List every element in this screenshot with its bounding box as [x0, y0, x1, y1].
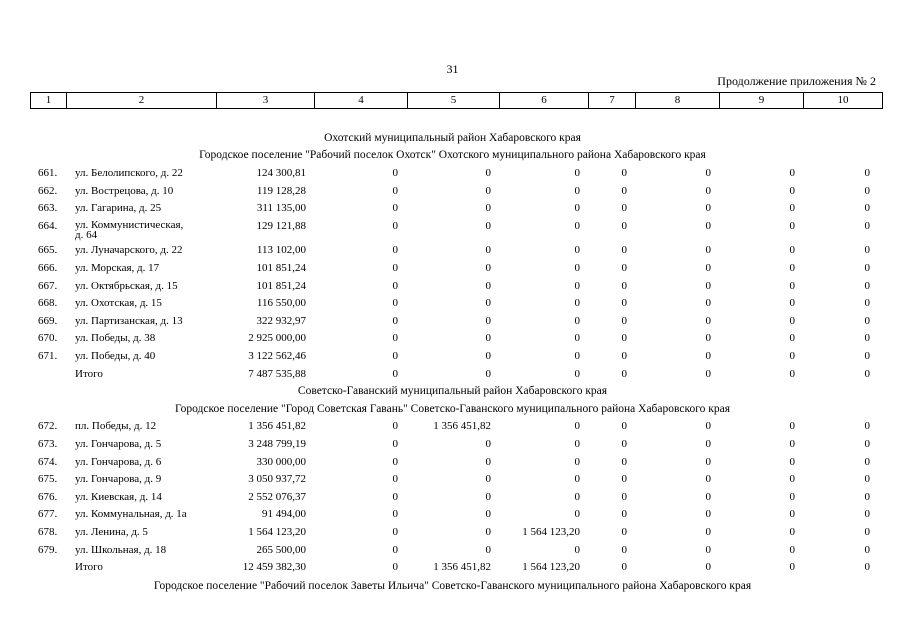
cell-num: 674. — [38, 455, 58, 468]
cell-total: 129 121,88 — [256, 219, 306, 232]
cell-c10: 0 — [864, 244, 870, 257]
table-row — [0, 508, 905, 525]
cell-c10: 0 — [864, 525, 870, 538]
cell-addr: ул. Гагарина, д. 25 — [75, 202, 162, 215]
cell-num: 668. — [38, 297, 58, 310]
cell-addr: ул. Коммунальная, д. 1а — [75, 508, 187, 521]
cell-addr: ул. Коммунистическая, — [75, 218, 184, 231]
table-row — [0, 244, 905, 261]
cell-c7: 0 — [621, 167, 627, 180]
cell-c9: 0 — [789, 219, 795, 232]
column-header: 1 — [31, 93, 67, 109]
table-row — [0, 167, 905, 184]
cell-c10: 0 — [864, 455, 870, 468]
cell-num: 666. — [38, 262, 58, 274]
table-row — [0, 202, 905, 219]
cell-total: 101 851,24 — [256, 262, 306, 274]
cell-total: 330 000,00 — [256, 455, 306, 468]
cell-addr: ул. Победы, д. 38 — [75, 332, 156, 345]
cell-c10: 0 — [864, 437, 870, 450]
cell-c4: 0 — [392, 297, 398, 310]
cell-c10: 0 — [864, 490, 870, 503]
cell-c8: 0 — [705, 262, 711, 274]
cell-c4: 0 — [392, 473, 398, 486]
table-row — [0, 280, 905, 297]
cell-c8: 0 — [705, 420, 711, 433]
cell-c9: 0 — [789, 490, 795, 503]
column-header: 10 — [804, 93, 883, 109]
column-header: 8 — [636, 93, 720, 109]
cell-num: 661. — [38, 167, 58, 180]
cell-c4: 0 — [392, 508, 398, 521]
cell-num: 671. — [38, 350, 58, 362]
column-header: 2 — [67, 93, 217, 109]
column-header: 5 — [408, 93, 500, 109]
cell-c5: 0 — [485, 279, 491, 292]
cell-c4: 0 — [392, 455, 398, 468]
table-row — [0, 544, 905, 561]
cell-c5: 0 — [485, 437, 491, 450]
cell-c6: 0 — [574, 490, 580, 503]
cell-c6: 0 — [574, 508, 580, 521]
cell-c4: 0 — [392, 314, 398, 327]
cell-c7: 0 — [621, 314, 627, 327]
cell-c9: 0 — [789, 473, 795, 486]
table-row — [0, 350, 905, 367]
cell-num: 662. — [38, 184, 58, 197]
cell-addr: ул. Победы, д. 40 — [75, 350, 156, 362]
cell-c5: 0 — [485, 525, 491, 538]
cell-c5: 0 — [485, 202, 491, 215]
cell-c8: 0 — [705, 279, 711, 292]
cell-c10: 0 — [864, 184, 870, 197]
cell-c9: 0 — [789, 314, 795, 327]
cell-c9: 0 — [789, 350, 795, 362]
cell-total: 119 128,28 — [256, 184, 306, 197]
cell-c10: 0 — [864, 350, 870, 362]
cell-c8: 0 — [705, 508, 711, 521]
cell-c6: 0 — [574, 244, 580, 257]
cell-c7: 0 — [621, 543, 627, 556]
cell-c9: 0 — [789, 332, 795, 345]
table-row — [0, 332, 905, 349]
cell-c9: 0 — [789, 561, 795, 574]
cell-total: 12 459 382,30 — [242, 561, 306, 574]
cell-c4: 0 — [392, 350, 398, 362]
cell-addr: ул. Гончарова, д. 6 — [75, 455, 162, 468]
cell-c8: 0 — [705, 202, 711, 215]
cell-c5: 0 — [485, 473, 491, 486]
column-header-table — [30, 92, 883, 109]
cell-c8: 0 — [705, 297, 711, 310]
cell-c4: 0 — [392, 367, 398, 380]
table-row — [0, 315, 905, 332]
cell-c4: 0 — [392, 420, 398, 433]
cell-c7: 0 — [621, 490, 627, 503]
cell-num: 679. — [38, 543, 58, 556]
cell-c9: 0 — [789, 367, 795, 380]
cell-c8: 0 — [705, 184, 711, 197]
cell-c5: 0 — [485, 244, 491, 257]
cell-c4: 0 — [392, 244, 398, 257]
cell-c4: 0 — [392, 490, 398, 503]
cell-c8: 0 — [705, 167, 711, 180]
cell-c10: 0 — [864, 314, 870, 327]
table-row — [0, 218, 905, 241]
table-row — [0, 526, 905, 543]
cell-c6: 0 — [574, 184, 580, 197]
cell-c10: 0 — [864, 262, 870, 274]
cell-c5: 0 — [485, 297, 491, 310]
cell-c4: 0 — [392, 437, 398, 450]
section-subtitle: Городское поселение "Город Советская Гавань" Советско-Гаванского муниципального района Хабаровского края — [174, 402, 731, 415]
cell-c8: 0 — [705, 543, 711, 556]
cell-c8: 0 — [705, 219, 711, 232]
cell-c5: 0 — [485, 167, 491, 180]
section-title: Охотский муниципальный район Хабаровского края — [324, 132, 581, 144]
cell-c5: 0 — [485, 332, 491, 345]
cell-total: 3 050 937,72 — [248, 473, 306, 486]
cell-c7: 0 — [621, 561, 627, 574]
cell-c8: 0 — [705, 561, 711, 574]
table-row — [0, 297, 905, 314]
cell-c4: 0 — [392, 543, 398, 556]
cell-c7: 0 — [621, 508, 627, 521]
cell-c9: 0 — [789, 262, 795, 274]
cell-addr: ул. Школьная, д. 18 — [75, 543, 167, 556]
cell-c4: 0 — [392, 184, 398, 197]
cell-c10: 0 — [864, 167, 870, 180]
cell-c7: 0 — [621, 350, 627, 362]
cell-c6: 0 — [574, 437, 580, 450]
cell-c5: 0 — [485, 367, 491, 380]
cell-c5: 0 — [485, 543, 491, 556]
cell-c6: 0 — [574, 262, 580, 274]
cell-c5: 0 — [485, 455, 491, 468]
cell-c7: 0 — [621, 420, 627, 433]
cell-c8: 0 — [705, 455, 711, 468]
cell-c5: 0 — [485, 219, 491, 232]
cell-c6: 0 — [574, 350, 580, 362]
cell-num: 678. — [38, 525, 58, 538]
cell-addr: ул. Охотская, д. 15 — [75, 297, 162, 310]
cell-c8: 0 — [705, 244, 711, 257]
table-row — [0, 473, 905, 490]
cell-c8: 0 — [705, 525, 711, 538]
cell-c6: 1 564 123,20 — [522, 525, 580, 538]
table-row — [0, 456, 905, 473]
cell-c9: 0 — [789, 437, 795, 450]
cell-c7: 0 — [621, 279, 627, 292]
cell-num: 665. — [38, 244, 58, 257]
cell-addr: пл. Победы, д. 12 — [75, 420, 157, 433]
cell-c6: 0 — [574, 314, 580, 327]
footer-subtitle: Городское поселение "Рабочий поселок Заветы Ильича" Советско-Гаванского муниципального района Хабаровского края — [153, 579, 752, 592]
cell-total: 91 494,00 — [262, 508, 306, 521]
cell-addr: ул. Морская, д. 17 — [75, 262, 160, 274]
cell-total: 311 135,00 — [256, 202, 306, 215]
cell-total: 2 552 076,37 — [248, 490, 306, 503]
cell-total: 265 500,00 — [256, 543, 306, 556]
cell-c10: 0 — [864, 543, 870, 556]
cell-total: 7 487 535,88 — [248, 367, 306, 380]
cell-c6: 0 — [574, 543, 580, 556]
continuation-label: Продолжение приложения № 2 — [717, 74, 876, 88]
total-row — [0, 561, 905, 578]
cell-c7: 0 — [621, 297, 627, 310]
cell-c4: 0 — [392, 332, 398, 345]
cell-c6: 0 — [574, 167, 580, 180]
cell-addr: ул. Киевская, д. 14 — [75, 490, 162, 503]
cell-c7: 0 — [621, 184, 627, 197]
cell-c9: 0 — [789, 184, 795, 197]
column-header: 6 — [500, 93, 589, 109]
total-row — [0, 368, 905, 385]
cell-c6: 0 — [574, 332, 580, 345]
cell-c5: 1 356 451,82 — [433, 561, 491, 574]
cell-num: 672. — [38, 420, 58, 433]
cell-c7: 0 — [621, 202, 627, 215]
section-subtitle: Городское поселение "Рабочий поселок Охотск" Охотского муниципального района Хабаровского края — [199, 149, 706, 162]
cell-total: 1 564 123,20 — [248, 525, 306, 538]
cell-c10: 0 — [864, 202, 870, 215]
cell-c10: 0 — [864, 561, 870, 574]
cell-c8: 0 — [705, 437, 711, 450]
cell-c7: 0 — [621, 437, 627, 450]
cell-c9: 0 — [789, 167, 795, 180]
cell-c8: 0 — [705, 332, 711, 345]
cell-c10: 0 — [864, 219, 870, 232]
cell-c8: 0 — [705, 350, 711, 362]
cell-num: 670. — [38, 332, 58, 345]
cell-c7: 0 — [621, 367, 627, 380]
cell-addr: ул. Октябрьская, д. 15 — [75, 279, 178, 292]
column-header: 9 — [720, 93, 804, 109]
cell-c10: 0 — [864, 279, 870, 292]
cell-c8: 0 — [705, 473, 711, 486]
cell-c10: 0 — [864, 367, 870, 380]
cell-c6: 0 — [574, 367, 580, 380]
cell-c4: 0 — [392, 167, 398, 180]
page-number: 31 — [446, 62, 459, 76]
cell-c6: 0 — [574, 473, 580, 486]
cell-c7: 0 — [621, 244, 627, 257]
cell-c10: 0 — [864, 332, 870, 345]
cell-c4: 0 — [392, 561, 398, 574]
cell-c5: 0 — [485, 262, 491, 274]
cell-total: 113 102,00 — [256, 244, 306, 257]
cell-addr: ул. Белолипского, д. 22 — [75, 167, 183, 180]
cell-c9: 0 — [789, 525, 795, 538]
section-title: Советско-Гаванский муниципальный район Хабаровского края — [297, 385, 608, 398]
cell-addr: ул. Гончарова, д. 5 — [75, 437, 162, 450]
cell-c9: 0 — [789, 543, 795, 556]
cell-c9: 0 — [789, 244, 795, 257]
cell-addr: Итого — [75, 367, 103, 380]
cell-total: 3 122 562,46 — [248, 350, 306, 362]
cell-c8: 0 — [705, 314, 711, 327]
cell-c4: 0 — [392, 279, 398, 292]
column-header: 3 — [217, 93, 315, 109]
cell-total: 1 356 451,82 — [248, 420, 306, 433]
cell-c6: 0 — [574, 455, 580, 468]
cell-total: 116 550,00 — [256, 297, 306, 310]
cell-c10: 0 — [864, 297, 870, 310]
table-row — [0, 262, 905, 279]
cell-c10: 0 — [864, 473, 870, 486]
cell-c7: 0 — [621, 219, 627, 232]
cell-c9: 0 — [789, 455, 795, 468]
cell-c6: 0 — [574, 219, 580, 232]
cell-total: 322 932,97 — [256, 314, 306, 327]
cell-c6: 0 — [574, 279, 580, 292]
cell-addr-line2: д. 64 — [75, 228, 98, 241]
cell-c5: 1 356 451,82 — [433, 420, 491, 433]
column-header: 7 — [589, 93, 636, 109]
table-row — [0, 185, 905, 202]
cell-c8: 0 — [705, 490, 711, 503]
cell-num: 677. — [38, 508, 58, 521]
table-row — [0, 491, 905, 508]
cell-addr: ул. Партизанская, д. 13 — [75, 314, 183, 327]
cell-total: 2 925 000,00 — [248, 332, 306, 345]
cell-c10: 0 — [864, 420, 870, 433]
cell-c10: 0 — [864, 508, 870, 521]
cell-addr: Итого — [75, 561, 103, 574]
cell-num: 669. — [38, 314, 58, 327]
cell-c9: 0 — [789, 202, 795, 215]
cell-c4: 0 — [392, 202, 398, 215]
cell-c7: 0 — [621, 332, 627, 345]
cell-total: 101 851,24 — [256, 279, 306, 292]
table-row — [0, 438, 905, 455]
cell-num: 664. — [38, 219, 58, 232]
cell-c9: 0 — [789, 297, 795, 310]
cell-c6: 0 — [574, 297, 580, 310]
cell-c6: 1 564 123,20 — [522, 561, 580, 574]
cell-c7: 0 — [621, 473, 627, 486]
cell-c5: 0 — [485, 350, 491, 362]
cell-c4: 0 — [392, 525, 398, 538]
cell-num: 676. — [38, 490, 58, 503]
cell-total: 124 300,81 — [256, 167, 306, 180]
cell-c5: 0 — [485, 508, 491, 521]
cell-c4: 0 — [392, 219, 398, 232]
cell-c9: 0 — [789, 508, 795, 521]
column-header: 4 — [315, 93, 408, 109]
cell-num: 663. — [38, 202, 58, 215]
cell-addr: ул. Луначарского, д. 22 — [75, 244, 183, 257]
cell-c5: 0 — [485, 314, 491, 327]
cell-num: 675. — [38, 473, 58, 486]
cell-c6: 0 — [574, 420, 580, 433]
cell-c6: 0 — [574, 202, 580, 215]
cell-addr: ул. Гончарова, д. 9 — [75, 473, 162, 486]
table-row — [0, 420, 905, 437]
cell-c8: 0 — [705, 367, 711, 380]
cell-c4: 0 — [392, 262, 398, 274]
cell-c9: 0 — [789, 279, 795, 292]
cell-addr: ул. Ленина, д. 5 — [75, 525, 148, 538]
cell-c7: 0 — [621, 262, 627, 274]
cell-addr: ул. Вострецова, д. 10 — [75, 184, 174, 197]
cell-total: 3 248 799,19 — [248, 437, 306, 450]
cell-num: 667. — [38, 279, 58, 292]
cell-c5: 0 — [485, 184, 491, 197]
cell-c9: 0 — [789, 420, 795, 433]
cell-num: 673. — [38, 437, 58, 450]
cell-c7: 0 — [621, 525, 627, 538]
cell-c7: 0 — [621, 455, 627, 468]
cell-c5: 0 — [485, 490, 491, 503]
